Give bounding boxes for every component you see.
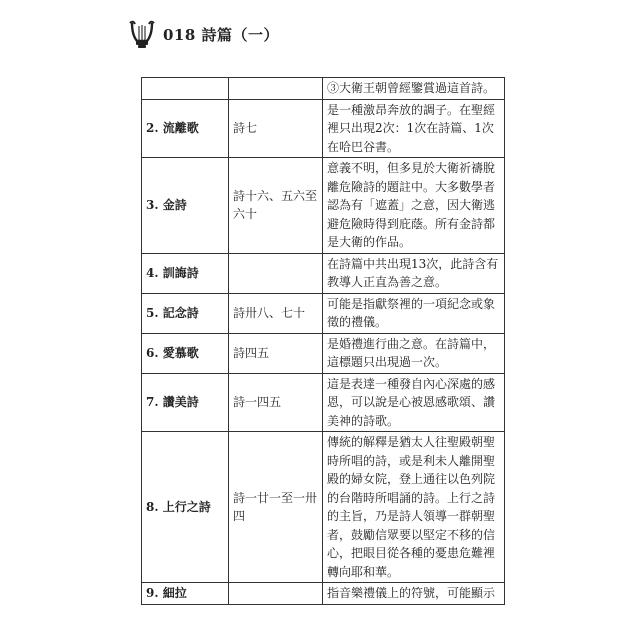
reference-cell: 詩一四五 [229,373,323,432]
description-cell: 可能是指獻祭裡的一項紀念或象徵的禮儀。 [323,293,505,333]
term-cell: 4. 訓誨詩 [142,253,229,293]
term-cell: 9. 細拉 [142,583,229,605]
term-cell: 5. 記念詩 [142,293,229,333]
term-cell: 2. 流離歌 [142,99,229,158]
term-cell: 8. 上行之詩 [142,432,229,583]
lyre-icon [129,19,155,49]
table-row [142,78,505,100]
table-row [142,293,505,333]
table-row [142,158,505,254]
term-cell: 3. 金詩 [142,158,229,254]
reference-cell: 詩七 [229,99,323,158]
page-number: 018 [163,25,196,44]
table-body [142,78,505,605]
table-row [142,333,505,373]
term-cell: 7. 讚美詩 [142,373,229,432]
description-cell: 意義不明，但多見於大衛祈禱脫離危險詩的題註中。大多數學者認為有「遮蓋」之意，因大衛逃避危險時得到庇蔭。所有金詩都是大衛的作品。 [323,158,505,254]
psalm-titles-table [141,77,505,605]
reference-cell: 詩十六、五六至六十 [229,158,323,254]
page-header [129,19,279,49]
reference-cell: 詩卅八、七十 [229,293,323,333]
description-cell: 是婚禮進行曲之意。在詩篇中，這標題只出現過一次。 [323,333,505,373]
table-row [142,373,505,432]
table-row [142,583,505,605]
description-cell: 在詩篇中共出現13次，此詩含有教導人正直為善之意。 [323,253,505,293]
reference-cell [229,253,323,293]
page-header-text [163,24,279,45]
table-row [142,99,505,158]
reference-cell [229,583,323,605]
description-cell: 是一種激昂奔放的調子。在聖經裡只出現2次：1次在詩篇、1次在哈巴谷書。 [323,99,505,158]
description-cell: ③大衛王朝曾經鑒賞過這首詩。 [323,78,505,100]
term-cell [142,78,229,100]
reference-cell [229,78,323,100]
table-row [142,432,505,583]
description-cell: 這是表達一種發自內心深處的感恩，可以說是心被恩感歌頌、讚美神的詩歌。 [323,373,505,432]
term-cell: 6. 愛慕歌 [142,333,229,373]
reference-cell: 詩四五 [229,333,323,373]
description-cell: 傳統的解釋是猶太人往聖殿朝聖時所唱的詩，或是利未人離開聖殿的婦女院，登上通往以色列院的台階時所唱誦的詩。上行之詩的主旨，乃是詩人領導一群朝聖者，鼓勵信眾要以堅定不移的信心，把眼目從各種的憂患危難裡轉向耶和華。 [323,432,505,583]
description-cell: 指音樂禮儀上的符號，可能顯示 [323,583,505,605]
table-row [142,253,505,293]
chapter-title: 詩篇（一） [201,25,280,44]
reference-cell: 詩一廿一至一卅四 [229,432,323,583]
